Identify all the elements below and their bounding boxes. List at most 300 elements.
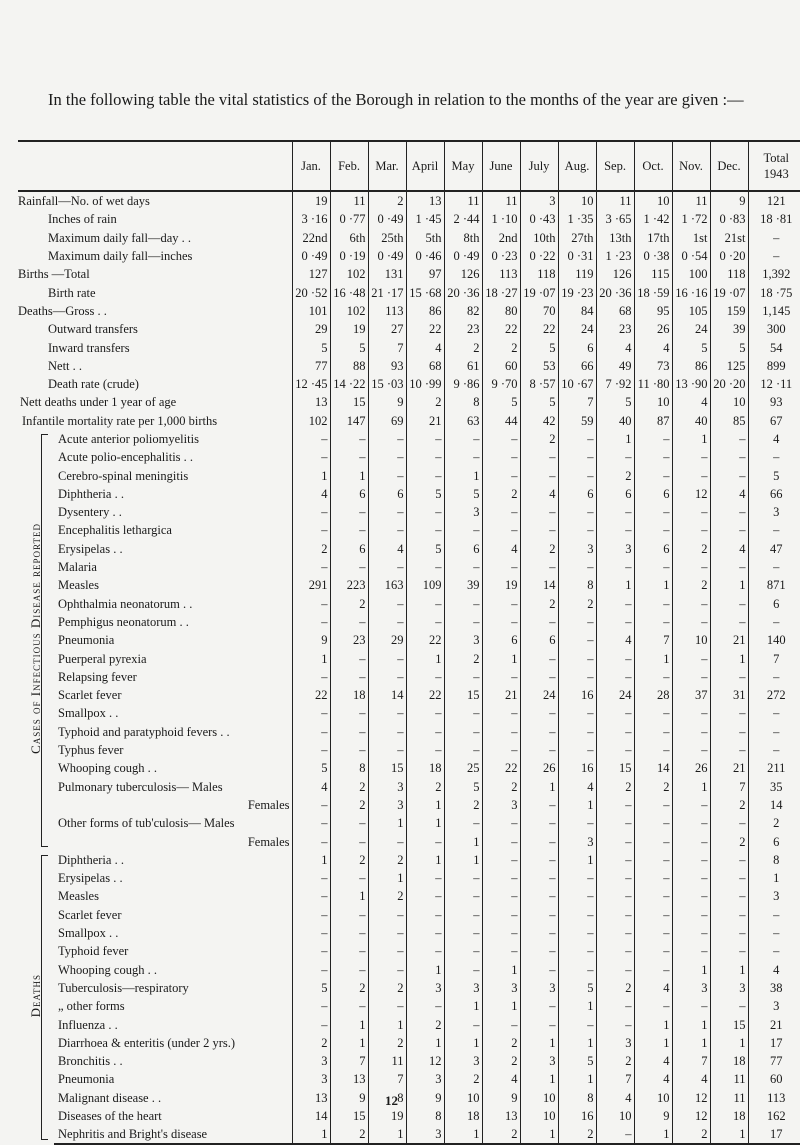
month-value: 4 (482, 1070, 520, 1088)
month-value: 13 ·90 (672, 375, 710, 393)
month-value: 42 (520, 412, 558, 430)
month-value: – (520, 997, 558, 1015)
month-value: – (406, 869, 444, 887)
total-value: 899 (748, 357, 800, 375)
month-value: – (596, 613, 634, 631)
month-value: 12 ·45 (292, 375, 330, 393)
month-value: 21 (482, 686, 520, 704)
total-value: – (748, 247, 800, 265)
total-value: – (748, 942, 800, 960)
month-value: 5 (520, 393, 558, 411)
month-value: – (482, 704, 520, 722)
total-value: 5 (748, 466, 800, 484)
row-label-text: Malaria (58, 560, 97, 574)
month-value: 1 (406, 814, 444, 832)
month-value: 0 ·23 (482, 247, 520, 265)
total-value: 8 (748, 851, 800, 869)
row-label-text: Maximum daily fall—inches (48, 249, 192, 263)
month-value: – (292, 869, 330, 887)
month-value: – (330, 704, 368, 722)
month-value: – (710, 466, 748, 484)
month-value: – (520, 668, 558, 686)
total-value: 47 (748, 540, 800, 558)
row-label-text: Deaths—Gross . . (18, 304, 107, 318)
month-value: – (482, 924, 520, 942)
month-value: 4 (672, 393, 710, 411)
month-value: 3 (520, 191, 558, 210)
row-label (18, 265, 292, 283)
month-value: 100 (672, 265, 710, 283)
row-label-text: Influenza . . (58, 1018, 118, 1032)
month-value: – (672, 613, 710, 631)
month-value: 7 (558, 393, 596, 411)
month-value: 1 (596, 430, 634, 448)
row-label (54, 595, 292, 613)
row-label (54, 1070, 292, 1088)
month-value: 2 (368, 191, 406, 210)
month-value: – (596, 960, 634, 978)
month-value: – (330, 906, 368, 924)
month-value: 26 (520, 759, 558, 777)
row-label-text: Whooping cough . . (58, 761, 157, 775)
table-row (18, 924, 800, 942)
month-value: 2 (368, 851, 406, 869)
month-value: 20 ·20 (710, 375, 748, 393)
month-value: 2 (634, 778, 672, 796)
month-value: 85 (710, 412, 748, 430)
month-value: 22 (520, 320, 558, 338)
month-value: 11 (710, 1070, 748, 1088)
month-value: – (330, 668, 368, 686)
row-label-text: Diseases of the heart (58, 1109, 162, 1123)
month-value: 19 ·23 (558, 283, 596, 301)
month-value: 119 (558, 265, 596, 283)
table-row (18, 265, 800, 283)
group-infectious-cell (18, 430, 54, 851)
month-value: – (482, 466, 520, 484)
month-value: 1 ·10 (482, 210, 520, 228)
intro-text: In the following table the vital statistics of the Borough in relation to the months of the year are given :— (48, 90, 768, 110)
month-value: – (482, 595, 520, 613)
row-label (54, 503, 292, 521)
month-value: – (596, 521, 634, 539)
month-value: 3 (520, 979, 558, 997)
row-label (18, 229, 292, 247)
month-value: 1 (482, 649, 520, 667)
total-header (748, 141, 800, 191)
month-value: 1 (672, 1034, 710, 1052)
month-value: 1 (444, 1125, 482, 1144)
month-value: – (596, 997, 634, 1015)
group-label-infectious: Cases of Infectious Disease reported (28, 523, 44, 754)
month-value: 7 (672, 1052, 710, 1070)
month-value: 113 (482, 265, 520, 283)
month-value: 10 (634, 1089, 672, 1107)
month-value: – (520, 887, 558, 905)
row-label (54, 1015, 292, 1033)
month-value: – (292, 942, 330, 960)
month-value: – (292, 558, 330, 576)
month-value: – (558, 869, 596, 887)
month-value: 20 ·36 (444, 283, 482, 301)
month-value: 1 (406, 851, 444, 869)
month-value: – (520, 906, 558, 924)
table-row (18, 210, 800, 228)
table-row (18, 851, 800, 869)
month-value: – (482, 814, 520, 832)
month-value: – (672, 851, 710, 869)
month-value: – (520, 832, 558, 850)
month-value: 12 (672, 1089, 710, 1107)
month-value: 2 (672, 540, 710, 558)
month-value: – (672, 595, 710, 613)
month-value: 1 (520, 1034, 558, 1052)
table-row (18, 759, 800, 777)
row-label-text: Infantile mortality rate per 1,000 births (22, 414, 217, 428)
table-row (18, 649, 800, 667)
month-value: – (292, 796, 330, 814)
month-value: – (520, 942, 558, 960)
month-value: 5 (406, 540, 444, 558)
row-label-text: Inches of rain (48, 212, 117, 226)
month-value: – (672, 649, 710, 667)
month-value: 40 (672, 412, 710, 430)
group-deaths-cell (18, 851, 54, 1145)
month-value: – (558, 741, 596, 759)
month-value: – (330, 430, 368, 448)
month-value: 2 (482, 338, 520, 356)
month-value: – (710, 668, 748, 686)
total-value: 38 (748, 979, 800, 997)
total-value: – (748, 741, 800, 759)
month-value: – (292, 503, 330, 521)
month-value: 4 (672, 1070, 710, 1088)
month-value: – (406, 430, 444, 448)
month-value: 3 (596, 1034, 634, 1052)
month-value: – (634, 960, 672, 978)
month-value: 1 (710, 1125, 748, 1144)
month-value: 22 (406, 631, 444, 649)
month-value: 14 (368, 686, 406, 704)
page-number: 12 (385, 1093, 398, 1109)
month-value: 5 (406, 485, 444, 503)
month-value: 105 (672, 302, 710, 320)
month-value: – (710, 906, 748, 924)
month-value: 10 (672, 631, 710, 649)
month-value: 4 (710, 485, 748, 503)
month-value: 7 ·92 (596, 375, 634, 393)
total-value: 1,392 (748, 265, 800, 283)
month-value: 163 (368, 576, 406, 594)
month-value: – (710, 924, 748, 942)
row-label-text: Puerperal pyrexia (58, 652, 147, 666)
month-value: 102 (330, 265, 368, 283)
month-value: – (558, 723, 596, 741)
month-value: – (482, 503, 520, 521)
month-value: – (558, 613, 596, 631)
month-value: – (444, 521, 482, 539)
month-header: Mar. (368, 141, 406, 191)
row-label (18, 247, 292, 265)
month-value: – (406, 503, 444, 521)
month-value: – (444, 960, 482, 978)
month-value: – (330, 503, 368, 521)
table-row (18, 1015, 800, 1033)
month-value: – (710, 595, 748, 613)
month-value: 13 (292, 393, 330, 411)
month-value: 8 (368, 1089, 406, 1107)
month-value: 18 (444, 1107, 482, 1125)
total-value: 7 (748, 649, 800, 667)
month-value: – (596, 942, 634, 960)
month-value: 1 (710, 649, 748, 667)
month-value: – (710, 521, 748, 539)
month-value: – (406, 997, 444, 1015)
month-value: 2 (292, 540, 330, 558)
month-value: 23 (330, 631, 368, 649)
month-value: – (558, 631, 596, 649)
month-value: – (444, 814, 482, 832)
month-value: 18 (710, 1052, 748, 1070)
month-value: 1 (292, 1125, 330, 1144)
month-value: 1 (596, 576, 634, 594)
month-value: 1 (672, 960, 710, 978)
month-value: 8 (558, 1089, 596, 1107)
row-label (54, 942, 292, 960)
month-value: – (520, 649, 558, 667)
month-value: 1 (672, 430, 710, 448)
month-value: – (596, 814, 634, 832)
month-value: – (558, 430, 596, 448)
month-value: – (520, 704, 558, 722)
month-value: – (596, 503, 634, 521)
month-value: 6 (330, 540, 368, 558)
month-value: – (634, 796, 672, 814)
month-value: 7 (634, 631, 672, 649)
month-value: 19 (292, 191, 330, 210)
row-label (18, 412, 292, 430)
month-value: 86 (672, 357, 710, 375)
month-value: – (368, 668, 406, 686)
row-label-text: Maximum daily fall—day . . (48, 231, 191, 245)
month-value: 9 (292, 631, 330, 649)
month-value: 25 (444, 759, 482, 777)
month-value: 0 ·77 (330, 210, 368, 228)
month-value: 11 (710, 1089, 748, 1107)
month-value: – (634, 832, 672, 850)
month-value: – (710, 997, 748, 1015)
month-value: 1 ·35 (558, 210, 596, 228)
month-value: 39 (444, 576, 482, 594)
table-row (18, 832, 800, 850)
table-row (18, 430, 800, 448)
month-value: 10 ·99 (406, 375, 444, 393)
total-value: 162 (748, 1107, 800, 1125)
month-value: 39 (710, 320, 748, 338)
month-value: 3 (672, 979, 710, 997)
month-value: 2 (330, 595, 368, 613)
month-value: 11 (330, 191, 368, 210)
month-value: 1 ·45 (406, 210, 444, 228)
month-value: – (710, 613, 748, 631)
total-value: 67 (748, 412, 800, 430)
month-value: – (672, 503, 710, 521)
total-value: – (748, 521, 800, 539)
month-value: – (292, 906, 330, 924)
month-value: 3 (368, 778, 406, 796)
month-value: 2 (482, 1034, 520, 1052)
month-value: – (710, 741, 748, 759)
month-value: – (596, 887, 634, 905)
row-label (54, 1089, 292, 1107)
month-value: – (406, 668, 444, 686)
month-value: – (330, 869, 368, 887)
month-value: 2 (368, 1034, 406, 1052)
header-row (18, 141, 800, 191)
month-value: 5 (672, 338, 710, 356)
month-value: 26 (672, 759, 710, 777)
month-value: 18 (330, 686, 368, 704)
month-value: 95 (634, 302, 672, 320)
month-value: 291 (292, 576, 330, 594)
month-value: – (596, 649, 634, 667)
month-value: 2 (596, 1052, 634, 1070)
month-value: 13 (406, 191, 444, 210)
month-value: 7 (368, 338, 406, 356)
month-value: – (406, 704, 444, 722)
month-value: – (482, 741, 520, 759)
row-label-text: Tuberculosis—respiratory (58, 981, 189, 995)
month-value: – (368, 430, 406, 448)
month-value: – (634, 741, 672, 759)
month-value: 3 ·16 (292, 210, 330, 228)
row-label (54, 887, 292, 905)
month-value: 86 (406, 302, 444, 320)
month-value: 118 (710, 265, 748, 283)
month-value: – (520, 851, 558, 869)
month-value: 1 (330, 1015, 368, 1033)
total-value: 300 (748, 320, 800, 338)
month-value: – (710, 503, 748, 521)
month-value: 1 (520, 1070, 558, 1088)
row-label (54, 558, 292, 576)
month-header: Sep. (596, 141, 634, 191)
month-value: – (482, 869, 520, 887)
month-value: 2 (406, 1015, 444, 1033)
month-value: 4 (596, 631, 634, 649)
month-value: – (520, 448, 558, 466)
month-value: – (482, 448, 520, 466)
month-value: – (710, 723, 748, 741)
month-value: 1 (368, 1125, 406, 1144)
month-value: 2 (558, 1125, 596, 1144)
month-header: Nov. (672, 141, 710, 191)
month-value: 15 (330, 1107, 368, 1125)
month-value: – (368, 741, 406, 759)
table-row (18, 320, 800, 338)
month-value: 2 (558, 595, 596, 613)
row-label (54, 448, 292, 466)
table-row (18, 1089, 800, 1107)
month-value: 8 (558, 576, 596, 594)
month-value: 10 ·67 (558, 375, 596, 393)
month-value: – (406, 448, 444, 466)
month-value: 1 (710, 960, 748, 978)
table-row (18, 338, 800, 356)
month-value: – (520, 796, 558, 814)
month-value: 1 (330, 887, 368, 905)
month-value: 8 (406, 1107, 444, 1125)
month-value: 20 ·52 (292, 283, 330, 301)
month-value: – (482, 521, 520, 539)
row-label-text: Inward transfers (48, 341, 130, 355)
month-value: – (406, 723, 444, 741)
row-label-text: Females (248, 798, 290, 812)
month-value: – (444, 887, 482, 905)
table-row (18, 723, 800, 741)
month-header: April (406, 141, 444, 191)
row-label (54, 832, 292, 850)
month-value: 10th (520, 229, 558, 247)
month-value: 4 (368, 540, 406, 558)
month-value: 6 (482, 631, 520, 649)
month-value: 70 (520, 302, 558, 320)
month-value: 4 (634, 1070, 672, 1088)
month-value: – (558, 704, 596, 722)
month-value: 1st (672, 229, 710, 247)
month-value: – (634, 942, 672, 960)
month-value: 2 (520, 595, 558, 613)
month-value: 5 (444, 485, 482, 503)
row-label (54, 796, 292, 814)
row-label-text: Diarrhoea & enteritis (under 2 yrs.) (58, 1036, 235, 1050)
month-value: – (368, 832, 406, 850)
month-value: – (634, 814, 672, 832)
row-label (54, 686, 292, 704)
month-value: – (520, 613, 558, 631)
month-value: 22 (482, 759, 520, 777)
month-value: 147 (330, 412, 368, 430)
row-label (18, 320, 292, 338)
month-value: 10 (444, 1089, 482, 1107)
month-header: July (520, 141, 558, 191)
table-row (18, 778, 800, 796)
month-value: 10 (596, 1107, 634, 1125)
row-label-text: Death rate (crude) (48, 377, 139, 391)
month-value: 0 ·38 (634, 247, 672, 265)
month-value: – (634, 613, 672, 631)
month-value: – (672, 942, 710, 960)
month-value: 24 (596, 686, 634, 704)
month-value: – (368, 649, 406, 667)
month-value: – (444, 430, 482, 448)
month-value: – (444, 942, 482, 960)
month-value: 13 (330, 1070, 368, 1088)
month-value: 77 (292, 357, 330, 375)
month-value: 7 (368, 1070, 406, 1088)
month-value: 21 ·17 (368, 283, 406, 301)
month-value: – (444, 704, 482, 722)
month-value: – (292, 613, 330, 631)
month-value: – (292, 448, 330, 466)
month-value: 15 (444, 686, 482, 704)
total-value: 54 (748, 338, 800, 356)
month-value: 9 (406, 1089, 444, 1107)
month-value: 1 (558, 851, 596, 869)
month-value: – (444, 924, 482, 942)
month-value: – (634, 466, 672, 484)
row-label (18, 393, 292, 411)
